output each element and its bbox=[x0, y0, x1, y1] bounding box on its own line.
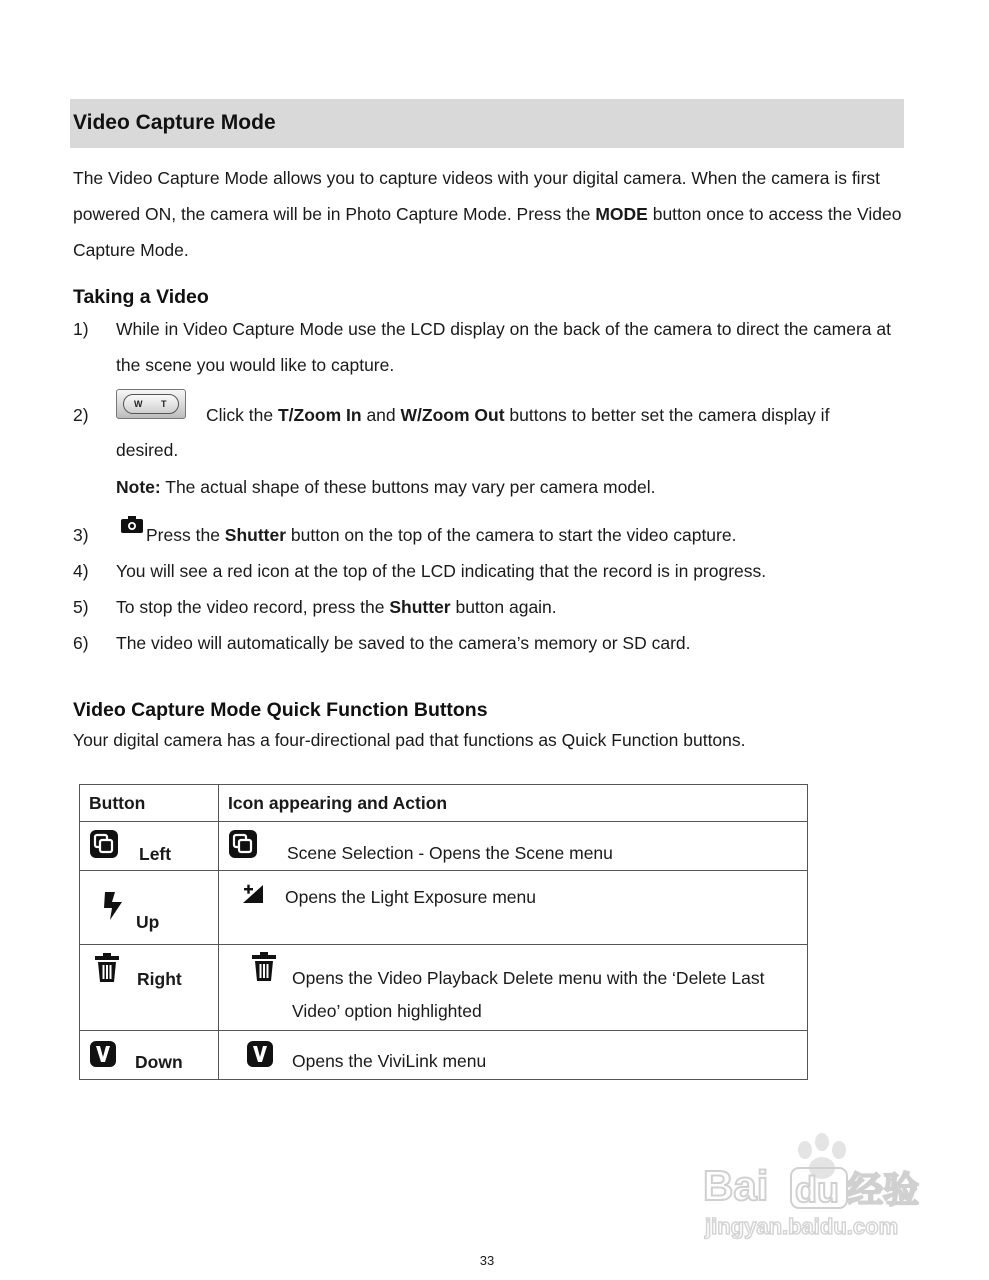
baidu-watermark bbox=[695, 1128, 935, 1248]
vivilink-icon bbox=[89, 1040, 117, 1068]
action-text: Opens the Light Exposure menu bbox=[285, 887, 536, 907]
page-number: 33 bbox=[479, 1253, 495, 1268]
watermark-text-jingyan: 经验 bbox=[847, 1170, 920, 1211]
action-text: Opens the ViviLink menu bbox=[292, 1051, 487, 1071]
section-header bbox=[70, 99, 904, 148]
watermark-text: Bai bbox=[703, 1162, 769, 1209]
zoom-button-icon bbox=[116, 389, 186, 419]
light-exposure-icon bbox=[241, 883, 265, 905]
watermark-text-du: du bbox=[795, 1169, 839, 1210]
vivilink-icon bbox=[246, 1040, 274, 1068]
note: Note: The actual shape of these buttons may vary per camera model. bbox=[116, 477, 656, 497]
scene-icon bbox=[228, 829, 258, 859]
button-label: Right bbox=[137, 969, 182, 989]
button-label: Left bbox=[139, 844, 172, 864]
table-row bbox=[80, 822, 808, 871]
button-label: Up bbox=[136, 912, 160, 932]
intro-paragraph: The Video Capture Mode allows you to capture videos with your digital camera. When the camera is first powered ON, the camera will be in Photo Capture Mode. Press the MODE button once to access the Video Capture Mode. bbox=[73, 168, 902, 260]
table-row bbox=[80, 945, 808, 1031]
table-header-row bbox=[80, 785, 808, 822]
zoom-t-label: T bbox=[161, 399, 167, 409]
quick-function-heading: Video Capture Mode Quick Function Buttons bbox=[73, 699, 488, 721]
button-label: Down bbox=[135, 1052, 183, 1072]
step-2-continued: desired. bbox=[116, 440, 179, 460]
header-button: Button bbox=[80, 785, 219, 822]
trash-icon bbox=[94, 953, 120, 983]
taking-video-heading: Taking a Video bbox=[73, 286, 209, 308]
action-text: Scene Selection - Opens the Scene menu bbox=[287, 843, 613, 863]
header-action: Icon appearing and Action bbox=[219, 785, 808, 822]
camera-icon bbox=[121, 516, 143, 533]
scene-icon bbox=[89, 829, 119, 859]
action-text: Opens the Video Playback Delete menu with the ‘Delete Last Video’ option highlighted bbox=[292, 968, 765, 1021]
quick-function-table bbox=[79, 784, 808, 1080]
trash-icon bbox=[251, 952, 277, 982]
section-title: Video Capture Mode bbox=[73, 111, 276, 134]
table-row bbox=[80, 871, 808, 945]
table-row bbox=[80, 1031, 808, 1080]
mode-bold: MODE bbox=[595, 204, 648, 224]
watermark-url: jingyan.baidu.com bbox=[705, 1214, 899, 1239]
zoom-w-label: W bbox=[134, 399, 143, 409]
quick-function-intro: Your digital camera has a four-directional pad that functions as Quick Function buttons. bbox=[73, 730, 746, 750]
flash-icon bbox=[102, 891, 126, 921]
